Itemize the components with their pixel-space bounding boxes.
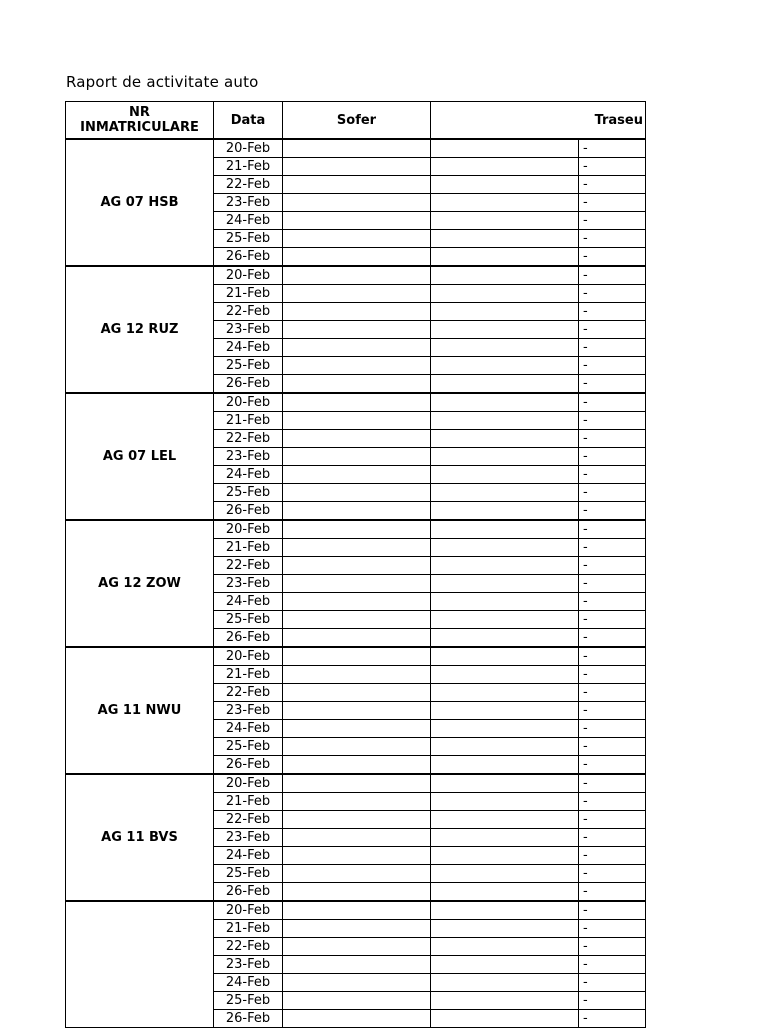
dash-cell[interactable]: - bbox=[579, 666, 646, 684]
date-cell[interactable]: 26-Feb bbox=[214, 1010, 283, 1028]
traseu-cell[interactable] bbox=[431, 303, 579, 321]
sofer-cell[interactable] bbox=[283, 774, 431, 793]
dash-cell[interactable]: - bbox=[579, 158, 646, 176]
traseu-cell[interactable] bbox=[431, 375, 579, 394]
date-cell[interactable]: 26-Feb bbox=[214, 756, 283, 775]
traseu-cell[interactable] bbox=[431, 357, 579, 375]
traseu-cell[interactable] bbox=[431, 230, 579, 248]
table-row bbox=[66, 774, 646, 793]
dash-cell[interactable]: - bbox=[579, 647, 646, 666]
traseu-cell[interactable] bbox=[431, 920, 579, 938]
traseu-cell[interactable] bbox=[431, 266, 579, 285]
date-cell[interactable]: 20-Feb bbox=[214, 520, 283, 539]
date-cell[interactable]: 25-Feb bbox=[214, 738, 283, 756]
dash-cell[interactable]: - bbox=[579, 883, 646, 902]
sofer-cell[interactable] bbox=[283, 702, 431, 720]
dash-cell[interactable]: - bbox=[579, 230, 646, 248]
sofer-cell[interactable] bbox=[283, 593, 431, 611]
traseu-cell[interactable] bbox=[431, 738, 579, 756]
date-cell[interactable]: 22-Feb bbox=[214, 430, 283, 448]
date-cell[interactable]: 23-Feb bbox=[214, 321, 283, 339]
sofer-cell[interactable] bbox=[283, 811, 431, 829]
traseu-cell[interactable] bbox=[431, 956, 579, 974]
date-cell[interactable]: 22-Feb bbox=[214, 176, 283, 194]
vehicle-plate-cell[interactable] bbox=[66, 901, 214, 1028]
date-cell[interactable]: 20-Feb bbox=[214, 774, 283, 793]
spreadsheet-viewport bbox=[65, 101, 643, 1026]
dash-cell[interactable]: - bbox=[579, 448, 646, 466]
sofer-cell[interactable] bbox=[283, 430, 431, 448]
sofer-cell[interactable] bbox=[283, 738, 431, 756]
vehicle-plate-cell[interactable]: AG 12 ZOW bbox=[66, 520, 214, 647]
date-cell[interactable]: 25-Feb bbox=[214, 611, 283, 629]
date-cell[interactable]: 24-Feb bbox=[214, 466, 283, 484]
sofer-cell[interactable] bbox=[283, 393, 431, 412]
header-nr-inmatriculare: NR INMATRICULARE bbox=[66, 102, 214, 140]
date-cell[interactable]: 22-Feb bbox=[214, 938, 283, 956]
traseu-cell[interactable] bbox=[431, 194, 579, 212]
date-cell[interactable]: 21-Feb bbox=[214, 539, 283, 557]
date-cell[interactable]: 26-Feb bbox=[214, 375, 283, 394]
dash-cell[interactable]: - bbox=[579, 303, 646, 321]
dash-cell[interactable]: - bbox=[579, 793, 646, 811]
traseu-cell[interactable] bbox=[431, 339, 579, 357]
sofer-cell[interactable] bbox=[283, 629, 431, 648]
report-title: Raport de activitate auto bbox=[66, 73, 259, 91]
date-cell[interactable]: 22-Feb bbox=[214, 811, 283, 829]
dash-cell[interactable]: - bbox=[579, 412, 646, 430]
dash-cell[interactable]: - bbox=[579, 684, 646, 702]
traseu-cell[interactable] bbox=[431, 629, 579, 648]
sofer-cell[interactable] bbox=[283, 829, 431, 847]
date-cell[interactable]: 22-Feb bbox=[214, 557, 283, 575]
traseu-cell[interactable] bbox=[431, 611, 579, 629]
sofer-cell[interactable] bbox=[283, 466, 431, 484]
table-row bbox=[66, 901, 646, 920]
date-cell[interactable]: 23-Feb bbox=[214, 448, 283, 466]
date-cell[interactable]: 20-Feb bbox=[214, 139, 283, 158]
traseu-cell[interactable] bbox=[431, 484, 579, 502]
sofer-cell[interactable] bbox=[283, 539, 431, 557]
traseu-cell[interactable] bbox=[431, 430, 579, 448]
date-cell[interactable]: 21-Feb bbox=[214, 158, 283, 176]
sofer-cell[interactable] bbox=[283, 793, 431, 811]
dash-cell[interactable]: - bbox=[579, 629, 646, 648]
traseu-cell[interactable] bbox=[431, 1010, 579, 1028]
traseu-cell[interactable] bbox=[431, 938, 579, 956]
dash-cell[interactable]: - bbox=[579, 539, 646, 557]
traseu-cell[interactable] bbox=[431, 684, 579, 702]
dash-cell[interactable]: - bbox=[579, 285, 646, 303]
dash-cell[interactable]: - bbox=[579, 484, 646, 502]
sofer-cell[interactable] bbox=[283, 756, 431, 775]
dash-cell[interactable]: - bbox=[579, 466, 646, 484]
dash-cell[interactable]: - bbox=[579, 974, 646, 992]
date-cell[interactable]: 21-Feb bbox=[214, 920, 283, 938]
dash-cell[interactable]: - bbox=[579, 829, 646, 847]
header-data: Data bbox=[214, 102, 283, 140]
table-row bbox=[66, 520, 646, 539]
sofer-cell[interactable] bbox=[283, 974, 431, 992]
traseu-cell[interactable] bbox=[431, 539, 579, 557]
sofer-cell[interactable] bbox=[283, 321, 431, 339]
sofer-cell[interactable] bbox=[283, 357, 431, 375]
sofer-cell[interactable] bbox=[283, 865, 431, 883]
date-cell[interactable]: 23-Feb bbox=[214, 575, 283, 593]
date-cell[interactable]: 25-Feb bbox=[214, 992, 283, 1010]
traseu-cell[interactable] bbox=[431, 176, 579, 194]
sofer-cell[interactable] bbox=[283, 1010, 431, 1028]
dash-cell[interactable]: - bbox=[579, 393, 646, 412]
date-cell[interactable]: 20-Feb bbox=[214, 393, 283, 412]
traseu-cell[interactable] bbox=[431, 702, 579, 720]
sofer-cell[interactable] bbox=[283, 266, 431, 285]
date-cell[interactable]: 24-Feb bbox=[214, 847, 283, 865]
date-cell[interactable]: 24-Feb bbox=[214, 212, 283, 230]
sofer-cell[interactable] bbox=[283, 684, 431, 702]
dash-cell[interactable]: - bbox=[579, 212, 646, 230]
traseu-cell[interactable] bbox=[431, 774, 579, 793]
vehicle-plate-cell[interactable]: AG 07 LEL bbox=[66, 393, 214, 520]
vehicle-plate-cell[interactable]: AG 11 BVS bbox=[66, 774, 214, 901]
traseu-cell[interactable] bbox=[431, 502, 579, 521]
traseu-cell[interactable] bbox=[431, 285, 579, 303]
vehicle-plate-cell[interactable]: AG 11 NWU bbox=[66, 647, 214, 774]
traseu-cell[interactable] bbox=[431, 883, 579, 902]
traseu-cell[interactable] bbox=[431, 720, 579, 738]
sofer-cell[interactable] bbox=[283, 248, 431, 267]
traseu-cell[interactable] bbox=[431, 829, 579, 847]
sofer-cell[interactable] bbox=[283, 883, 431, 902]
traseu-cell[interactable] bbox=[431, 557, 579, 575]
traseu-cell[interactable] bbox=[431, 412, 579, 430]
sofer-cell[interactable] bbox=[283, 575, 431, 593]
date-cell[interactable]: 26-Feb bbox=[214, 248, 283, 267]
dash-cell[interactable]: - bbox=[579, 920, 646, 938]
traseu-cell[interactable] bbox=[431, 158, 579, 176]
dash-cell[interactable]: - bbox=[579, 575, 646, 593]
header-sofer: Sofer bbox=[283, 102, 431, 140]
dash-cell[interactable]: - bbox=[579, 738, 646, 756]
dash-cell[interactable]: - bbox=[579, 1010, 646, 1028]
sofer-cell[interactable] bbox=[283, 448, 431, 466]
header-row bbox=[66, 102, 646, 140]
date-cell[interactable]: 22-Feb bbox=[214, 303, 283, 321]
table-row bbox=[66, 647, 646, 666]
sofer-cell[interactable] bbox=[283, 992, 431, 1010]
date-cell[interactable]: 26-Feb bbox=[214, 883, 283, 902]
sofer-cell[interactable] bbox=[283, 901, 431, 920]
date-cell[interactable]: 21-Feb bbox=[214, 666, 283, 684]
sofer-cell[interactable] bbox=[283, 720, 431, 738]
traseu-cell[interactable] bbox=[431, 647, 579, 666]
date-cell[interactable]: 23-Feb bbox=[214, 194, 283, 212]
table-row bbox=[66, 266, 646, 285]
dash-cell[interactable]: - bbox=[579, 375, 646, 394]
date-cell[interactable]: 25-Feb bbox=[214, 230, 283, 248]
dash-cell[interactable]: - bbox=[579, 611, 646, 629]
sofer-cell[interactable] bbox=[283, 303, 431, 321]
date-cell[interactable]: 21-Feb bbox=[214, 412, 283, 430]
sofer-cell[interactable] bbox=[283, 502, 431, 521]
date-cell[interactable]: 25-Feb bbox=[214, 484, 283, 502]
traseu-cell[interactable] bbox=[431, 974, 579, 992]
sofer-cell[interactable] bbox=[283, 847, 431, 865]
dash-cell[interactable]: - bbox=[579, 847, 646, 865]
traseu-cell[interactable] bbox=[431, 448, 579, 466]
sofer-cell[interactable] bbox=[283, 412, 431, 430]
sofer-cell[interactable] bbox=[283, 176, 431, 194]
table-body bbox=[66, 139, 646, 1028]
vehicle-plate-cell[interactable]: AG 07 HSB bbox=[66, 139, 214, 266]
traseu-cell[interactable] bbox=[431, 901, 579, 920]
date-cell[interactable]: 25-Feb bbox=[214, 865, 283, 883]
traseu-cell[interactable] bbox=[431, 992, 579, 1010]
sofer-cell[interactable] bbox=[283, 520, 431, 539]
sofer-cell[interactable] bbox=[283, 194, 431, 212]
date-cell[interactable]: 21-Feb bbox=[214, 285, 283, 303]
dash-cell[interactable]: - bbox=[579, 865, 646, 883]
activity-table bbox=[65, 101, 646, 1028]
date-cell[interactable]: 23-Feb bbox=[214, 829, 283, 847]
sofer-cell[interactable] bbox=[283, 956, 431, 974]
dash-cell[interactable]: - bbox=[579, 520, 646, 539]
sofer-cell[interactable] bbox=[283, 557, 431, 575]
date-cell[interactable]: 24-Feb bbox=[214, 593, 283, 611]
dash-cell[interactable]: - bbox=[579, 702, 646, 720]
date-cell[interactable]: 24-Feb bbox=[214, 720, 283, 738]
dash-cell[interactable]: - bbox=[579, 357, 646, 375]
traseu-cell[interactable] bbox=[431, 212, 579, 230]
traseu-cell[interactable] bbox=[431, 321, 579, 339]
sofer-cell[interactable] bbox=[283, 920, 431, 938]
traseu-cell[interactable] bbox=[431, 811, 579, 829]
traseu-cell[interactable] bbox=[431, 466, 579, 484]
sofer-cell[interactable] bbox=[283, 611, 431, 629]
dash-cell[interactable]: - bbox=[579, 502, 646, 521]
traseu-cell[interactable] bbox=[431, 593, 579, 611]
traseu-cell[interactable] bbox=[431, 393, 579, 412]
date-cell[interactable]: 22-Feb bbox=[214, 684, 283, 702]
dash-cell[interactable]: - bbox=[579, 992, 646, 1010]
dash-cell[interactable]: - bbox=[579, 266, 646, 285]
sofer-cell[interactable] bbox=[283, 484, 431, 502]
dash-cell[interactable]: - bbox=[579, 139, 646, 158]
traseu-cell[interactable] bbox=[431, 865, 579, 883]
date-cell[interactable]: 25-Feb bbox=[214, 357, 283, 375]
sofer-cell[interactable] bbox=[283, 139, 431, 158]
sofer-cell[interactable] bbox=[283, 647, 431, 666]
date-cell[interactable]: 26-Feb bbox=[214, 502, 283, 521]
dash-cell[interactable]: - bbox=[579, 811, 646, 829]
sofer-cell[interactable] bbox=[283, 666, 431, 684]
date-cell[interactable]: 23-Feb bbox=[214, 956, 283, 974]
traseu-cell[interactable] bbox=[431, 139, 579, 158]
date-cell[interactable]: 20-Feb bbox=[214, 647, 283, 666]
dash-cell[interactable]: - bbox=[579, 194, 646, 212]
date-cell[interactable]: 24-Feb bbox=[214, 974, 283, 992]
dash-cell[interactable]: - bbox=[579, 774, 646, 793]
dash-cell[interactable]: - bbox=[579, 176, 646, 194]
date-cell[interactable]: 23-Feb bbox=[214, 702, 283, 720]
dash-cell[interactable]: - bbox=[579, 720, 646, 738]
traseu-cell[interactable] bbox=[431, 520, 579, 539]
sofer-cell[interactable] bbox=[283, 375, 431, 394]
date-cell[interactable]: 26-Feb bbox=[214, 629, 283, 648]
dash-cell[interactable]: - bbox=[579, 339, 646, 357]
sofer-cell[interactable] bbox=[283, 285, 431, 303]
dash-cell[interactable]: - bbox=[579, 321, 646, 339]
traseu-cell[interactable] bbox=[431, 248, 579, 267]
table-row bbox=[66, 139, 646, 158]
date-cell[interactable]: 21-Feb bbox=[214, 793, 283, 811]
dash-cell[interactable]: - bbox=[579, 901, 646, 920]
dash-cell[interactable]: - bbox=[579, 248, 646, 267]
dash-cell[interactable]: - bbox=[579, 430, 646, 448]
sofer-cell[interactable] bbox=[283, 212, 431, 230]
sofer-cell[interactable] bbox=[283, 158, 431, 176]
dash-cell[interactable]: - bbox=[579, 756, 646, 775]
date-cell[interactable]: 20-Feb bbox=[214, 266, 283, 285]
traseu-cell[interactable] bbox=[431, 793, 579, 811]
dash-cell[interactable]: - bbox=[579, 557, 646, 575]
traseu-cell[interactable] bbox=[431, 847, 579, 865]
traseu-cell[interactable] bbox=[431, 575, 579, 593]
vehicle-plate-cell[interactable]: AG 12 RUZ bbox=[66, 266, 214, 393]
dash-cell[interactable]: - bbox=[579, 956, 646, 974]
dash-cell[interactable]: - bbox=[579, 938, 646, 956]
sofer-cell[interactable] bbox=[283, 339, 431, 357]
date-cell[interactable]: 24-Feb bbox=[214, 339, 283, 357]
traseu-cell[interactable] bbox=[431, 756, 579, 775]
sofer-cell[interactable] bbox=[283, 230, 431, 248]
header-traseu: Traseu bbox=[431, 102, 646, 140]
date-cell[interactable]: 20-Feb bbox=[214, 901, 283, 920]
traseu-cell[interactable] bbox=[431, 666, 579, 684]
table-row bbox=[66, 393, 646, 412]
dash-cell[interactable]: - bbox=[579, 593, 646, 611]
sofer-cell[interactable] bbox=[283, 938, 431, 956]
